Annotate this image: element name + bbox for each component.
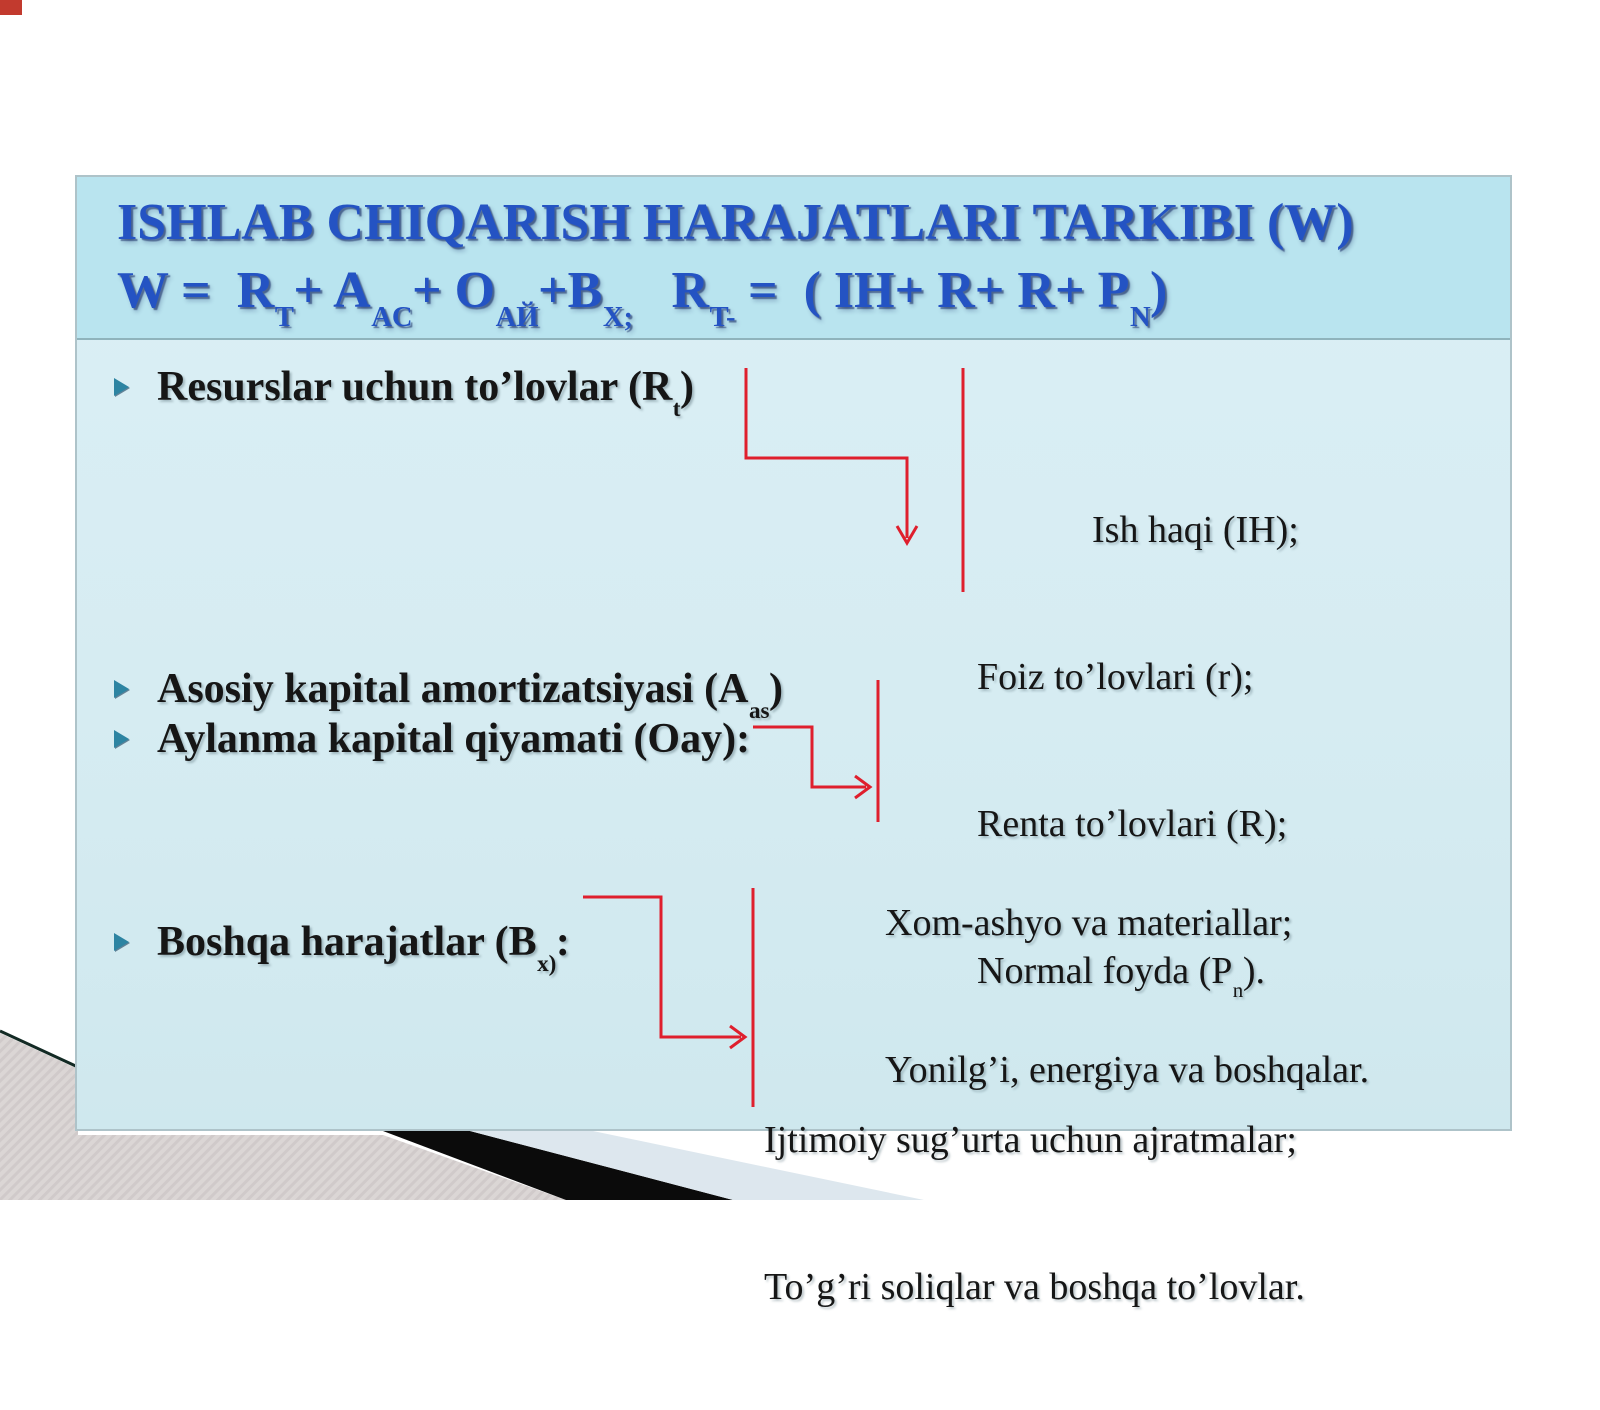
bullet-item-amortization: Asosiy kapital amortizatsiyasi $(A_{as})$: [157, 666, 784, 723]
slide-header: [77, 177, 1510, 340]
list-item: Ish haqi (IH);: [1092, 509, 1299, 551]
list-item: Xom-ashyo va materiallar;: [885, 902, 1293, 944]
slide-title-line1: ISHLAB CHIQARISH HARAJATLARI TARKIBI (W): [117, 194, 1354, 251]
bullet-item-other-costs: Boshqa harajatlar ($B_{x)}$:: [157, 919, 570, 976]
list-item: To’g’ri soliqlar va boshqa to’lovlar.: [764, 1266, 1305, 1308]
bullet-item-resources: Resurslar uchun to’lovlar $(R_t)$: [157, 364, 695, 421]
list-item: Foiz to’lovlari (r);: [977, 656, 1254, 698]
list-item: Yonilg’i, energiya va boshqalar.: [885, 1049, 1370, 1091]
bullet-triangle-icon: [114, 730, 129, 748]
list-item: Normal foyda $(P_n)$.: [977, 950, 1265, 1003]
corner-accent: [0, 0, 22, 15]
bullet-triangle-icon: [114, 680, 129, 698]
bullet-triangle-icon: [114, 378, 129, 396]
other-costs-list: [764, 1018, 1305, 1410]
list-item: Renta to’lovlari (R);: [977, 803, 1288, 845]
list-item: Ijtimoiy sug’urta uchun ajratmalar;: [764, 1119, 1297, 1161]
slide-box: [75, 175, 1512, 1308]
bullet-triangle-icon: [114, 933, 129, 951]
slide-title-formula: $W = R_T+ A_{AC}+ O_{АЙ}+B_{X;}$ $R_{T-}$ = ( $IH+ R+ R+ P_N$): [117, 262, 1168, 334]
bullet-item-working-capital: Aylanma kapital qiyamati (Oay):: [157, 716, 751, 762]
